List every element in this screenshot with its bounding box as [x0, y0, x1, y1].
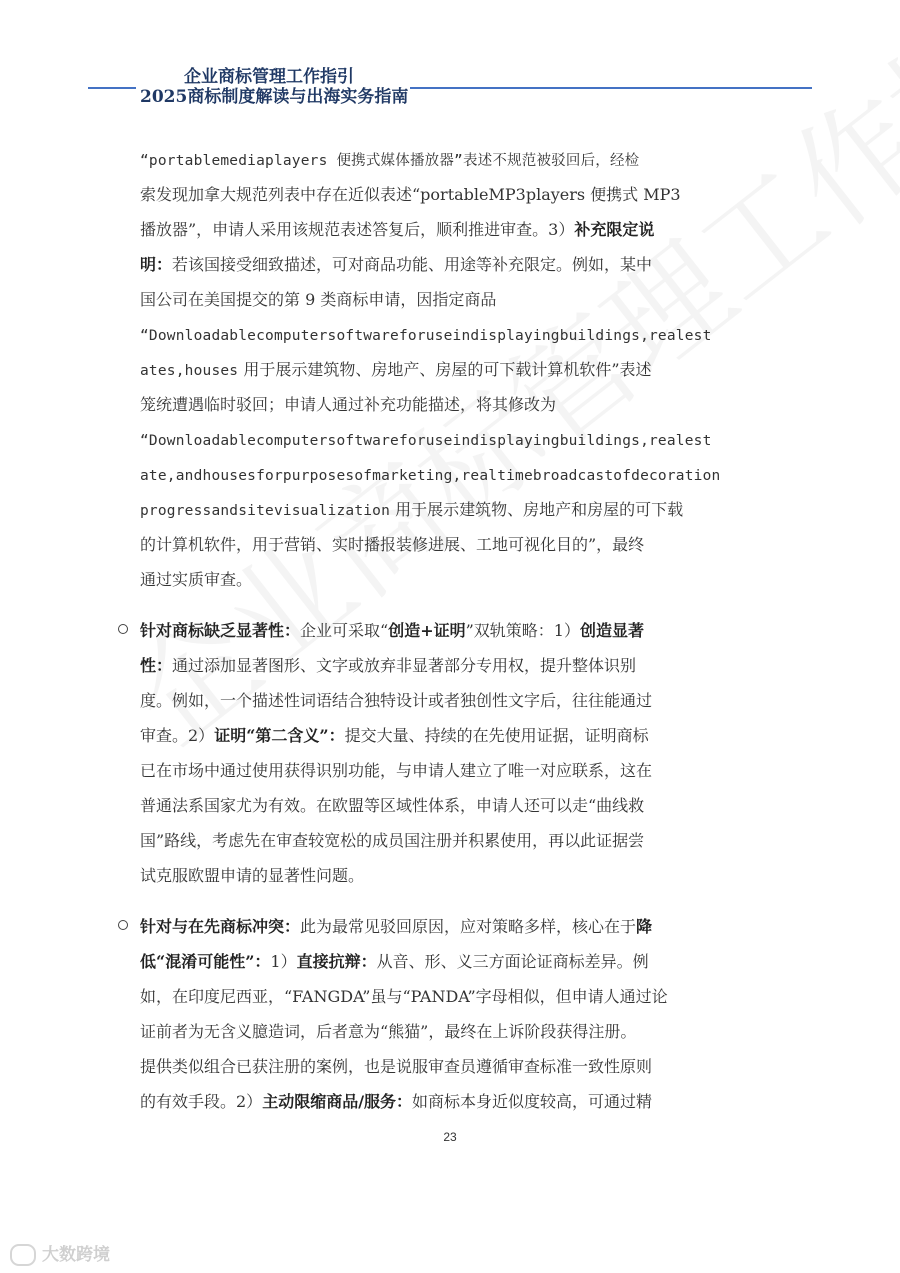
- page-number: 23: [443, 1130, 457, 1144]
- text-run: 审查。2）: [140, 726, 215, 745]
- bold-run: 补充限定说: [574, 220, 655, 239]
- text-line: [140, 909, 780, 944]
- header-rule-right: [410, 87, 812, 89]
- header-subtitle: 2025商标制度解读与出海实务指南: [140, 87, 409, 107]
- text-run: 的计算机软件，用于营销、实时播报装修进展、工地可视化目的”，最终: [140, 535, 645, 554]
- intro-paragraph: [140, 142, 780, 597]
- text-run: 1）: [270, 952, 297, 971]
- text-line: [140, 944, 780, 979]
- bold-run: 降: [636, 917, 653, 936]
- text-line: [140, 457, 780, 492]
- text-run: 用于展示建筑物、房地产、房屋的可下载计算机软件”表述: [238, 360, 652, 379]
- bullet2-lines: [140, 909, 780, 1119]
- bullet-circle-icon: [118, 920, 128, 930]
- text-line: [140, 1049, 780, 1084]
- bold-run: 证明“第二含义”：: [214, 726, 345, 745]
- text-line: [140, 753, 780, 788]
- text-run: 试克服欧盟申请的显著性问题。: [140, 866, 365, 885]
- text-line: [140, 562, 780, 597]
- text-line: [140, 613, 780, 648]
- page-header: [0, 56, 900, 106]
- text-run: 证前者为无含义臆造词，后者意为“熊猫”，最终在上诉阶段获得注册。: [140, 1022, 637, 1041]
- text-run: 的有效手段。2）: [140, 1092, 263, 1111]
- text-run: 从音、形、义三方面论证商标差异。例: [376, 952, 649, 971]
- text-run: “Downloadablecomputersoftwareforuseindisplayingbuildings,realest: [140, 433, 712, 449]
- text-run: “portablemediaplayers 便携式媒体播放器”表述不规范被驳回后，经检: [140, 153, 640, 169]
- text-run: ”双轨策略：1）: [465, 621, 580, 640]
- text-run: 国”路线，考虑先在审查较宽松的成员国注册并积累使用，再以此证据尝: [140, 831, 645, 850]
- text-run: 用于展示建筑物、房地产和房屋的可下载: [390, 500, 684, 519]
- text-line: [140, 788, 780, 823]
- text-line: [140, 387, 780, 422]
- bullet1-lines: [140, 613, 780, 893]
- logo-text: 大数跨境: [42, 1245, 110, 1265]
- text-line: [140, 1014, 780, 1049]
- text-run: ates,houses: [140, 363, 239, 379]
- text-run: 普通法系国家尤为有效。在欧盟等区域性体系，申请人还可以走“曲线救: [140, 796, 645, 815]
- text-run: 此为最常见驳回原因，应对策略多样，核心在于: [300, 917, 637, 936]
- bullet-prior-conflict: [140, 909, 780, 1119]
- bold-run: 明：: [140, 255, 173, 274]
- bullet-circle-icon: [118, 624, 128, 634]
- text-line: [140, 979, 780, 1014]
- bold-run: 针对与在先商标冲突：: [140, 917, 301, 936]
- text-run: “Downloadablecomputersoftwareforuseindisplayingbuildings,realest: [140, 328, 712, 344]
- text-line: [140, 177, 780, 212]
- text-line: [140, 527, 780, 562]
- text-run: progressandsitevisualization: [140, 503, 391, 519]
- text-run: 度。例如，一个描述性词语结合独特设计或者独创性文字后，往往能通过: [140, 691, 653, 710]
- text-run: ate,andhousesforpurposesofmarketing,realtimebroadcastofdecoration: [140, 468, 721, 484]
- brand-logo: [10, 1240, 110, 1266]
- bold-run: 创造显著: [580, 621, 645, 640]
- text-line: [140, 282, 780, 317]
- text-line: [140, 247, 780, 282]
- text-line: [140, 142, 780, 177]
- intro-lines: [140, 142, 780, 597]
- header-rule-left: [88, 87, 136, 89]
- bold-run: 低“混淆可能性”：: [140, 952, 271, 971]
- text-run: 提供类似组合已获注册的案例，也是说服审查员遵循审查标准一致性原则: [140, 1057, 653, 1076]
- text-run: 笼统遭遇临时驳回；申请人通过补充功能描述，将其修改为: [140, 395, 557, 414]
- text-line: [140, 492, 780, 527]
- text-run: 国公司在美国提交的第 9 类商标申请，因指定商品: [140, 290, 497, 309]
- text-line: [140, 718, 780, 753]
- text-run: 若该国接受细致描述，可对商品功能、用途等补充限定。例如，某中: [172, 255, 653, 274]
- text-line: [140, 352, 780, 387]
- text-line: [140, 858, 780, 893]
- bullet-distinctiveness: [140, 613, 780, 893]
- bold-run: 针对商标缺乏显著性：: [140, 621, 301, 640]
- text-run: 已在市场中通过使用获得识别功能，与申请人建立了唯一对应联系，这在: [140, 761, 653, 780]
- text-line: [140, 683, 780, 718]
- text-run: 企业可采取“: [300, 621, 389, 640]
- bold-run: 性：: [140, 656, 173, 675]
- text-line: [140, 823, 780, 858]
- text-line: [140, 212, 780, 247]
- logo-icon: [10, 1244, 36, 1266]
- text-run: 如，在印度尼西亚，“FANGDA”虽与“PANDA”字母相似，但申请人通过论: [140, 987, 668, 1006]
- text-run: 通过添加显著图形、文字或放弃非显著部分专用权，提升整体识别: [172, 656, 637, 675]
- bold-run: 直接抗辩：: [296, 952, 377, 971]
- text-run: 播放器”，申请人采用该规范表述答复后，顺利推进审查。3）: [140, 220, 575, 239]
- text-line: [140, 317, 780, 352]
- text-line: [140, 1084, 780, 1119]
- bold-run: 创造+证明: [388, 621, 466, 640]
- header-title: 企业商标管理工作指引: [184, 67, 354, 87]
- text-line: [140, 422, 780, 457]
- text-run: 如商标本身近似度较高，可通过精: [412, 1092, 653, 1111]
- text-run: 通过实质审查。: [140, 570, 253, 589]
- text-line: [140, 648, 780, 683]
- bold-run: 主动限缩商品/服务：: [262, 1092, 413, 1111]
- text-run: 索发现加拿大规范列表中存在近似表述“portableMP3players 便携式 MP3: [140, 185, 681, 204]
- page-body: [140, 142, 780, 1119]
- text-run: 提交大量、持续的在先使用证据，证明商标: [344, 726, 649, 745]
